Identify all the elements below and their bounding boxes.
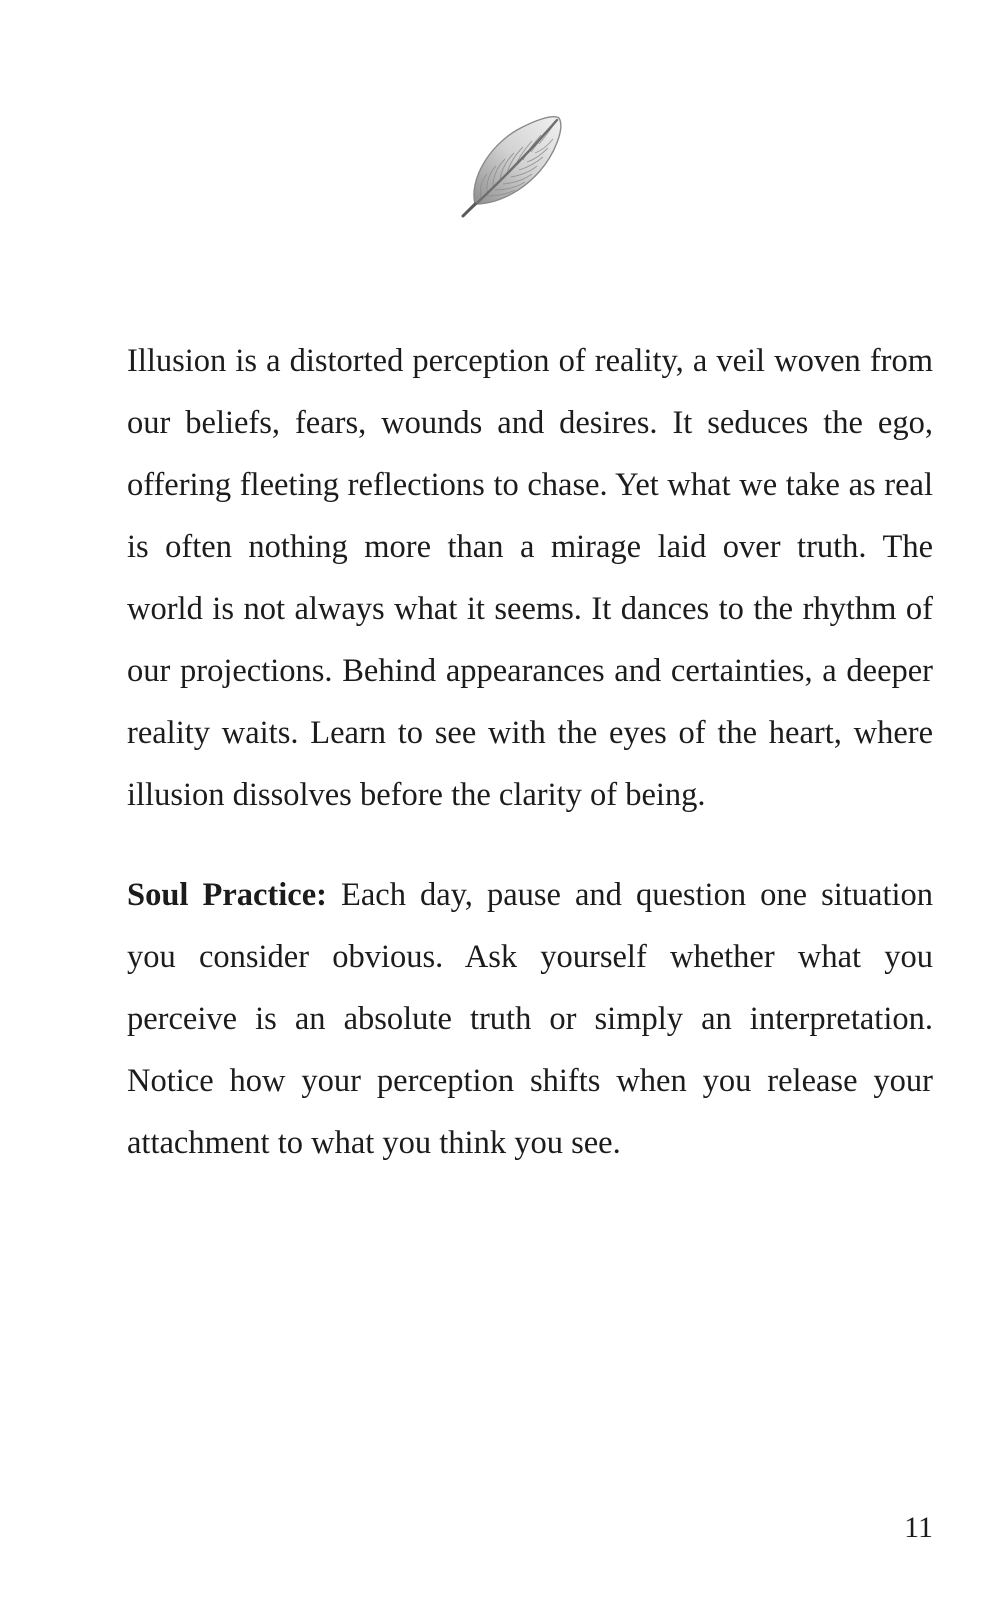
feather-icon [455,108,575,228]
soul-practice-paragraph [127,864,933,1174]
body-paragraph: Illusion is a distorted perception of reality, a veil woven from our beliefs, fears, wounds and desires. It seduces the ego, offering fleeting reflections to chase. Yet what we take as real is often nothing more than a mirage laid over truth. The world is not always what it seems. It dances to the rhythm of our projections. Behind appearances and certainties, a deeper reality waits. Learn to see with the eyes of the heart, where illusion dissolves before the clarity of being. [127,343,933,813]
soul-practice-label: Soul Practice: [127,877,327,913]
page-number: 11 [904,1511,933,1544]
main-text [127,330,933,1174]
soul-practice-text: Each day, pause and question one situation you consider obvious. Ask yourself whether what you perceive is an absolute truth or simply an interpretation. Notice how your perception shifts when you release your attachment to what you think you see. [127,877,934,1161]
